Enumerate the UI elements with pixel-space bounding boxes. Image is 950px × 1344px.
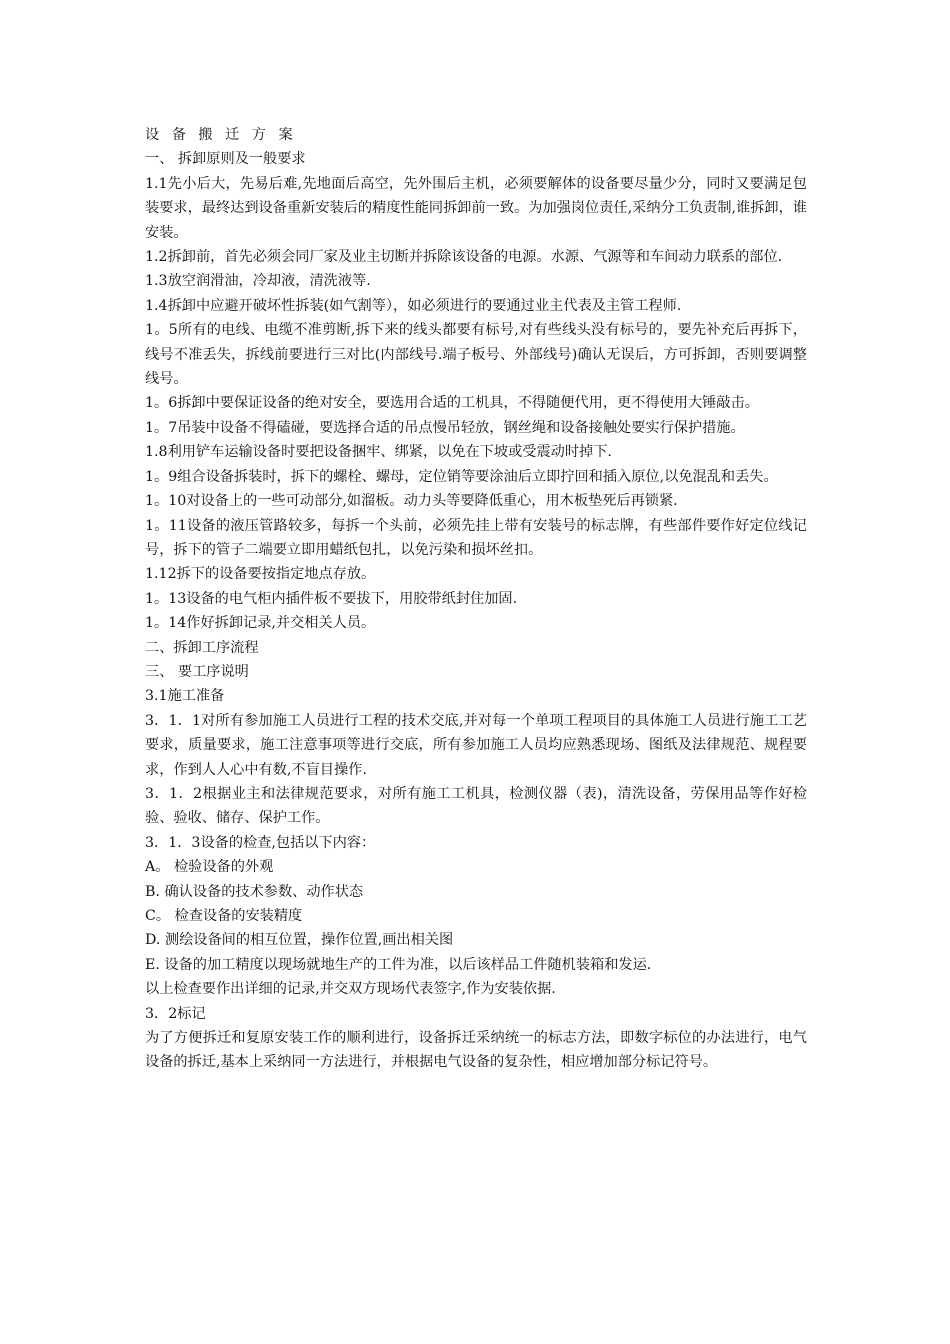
paragraph: 一、 拆卸原则及一般要求 [145, 151, 306, 168]
paragraph: 1.12拆下的设备要按指定地点存放。 [145, 566, 376, 583]
paragraph: 以上检查要作出详细的记录,并交双方现场代表签字,作为安装依据. [145, 981, 556, 998]
paragraph: A。 检验设备的外观 [145, 859, 274, 876]
paragraph: D. 测绘设备间的相互位置，操作位置,画出相关图 [145, 932, 454, 949]
paragraph: 1。6拆卸中要保证设备的绝对安全，要选用合适的工机具，不得随便代用，更不得使用大锤敲击。 [145, 395, 759, 412]
paragraph: 1.8利用铲车运输设备时要把设备捆牢、绑紧，以免在下坡或受震动时掉下. [145, 444, 612, 461]
paragraph: 1.3放空润滑油，冷却液，清洗液等. [145, 273, 371, 290]
paragraph: 1。9组合设备拆装时，拆下的螺栓、螺母，定位销等要涂油后立即拧回和插入原位,以免混乱和丢失。 [145, 468, 778, 485]
paragraph: 1.1先小后大，先易后难,先地面后高空，先外围后主机，必须要解体的设备要尽量少分，同时又要满足包装要求，最终达到设备重新安装后的精度性能同拆卸前一致。为加强岗位责任,采纳分工负责制,谁拆卸，谁安装。 [145, 175, 807, 241]
paragraph: 3．1．1对所有参加施工人员进行工程的技术交底,并对每一个单项工程项目的具体施工人员进行施工工艺要求，质量要求，施工注意事项等进行交底，所有参加施工人员均应熟悉现场、图纸及法律规范、规程要求，作到人人心中有数,不盲目操作. [145, 712, 807, 778]
document-title: 设 备 搬 迁 方 案 [145, 127, 297, 143]
paragraph: 二、拆卸工序流程 [145, 639, 259, 656]
paragraph: 为了方便拆迁和复原安装工作的顺利进行，设备拆迁采纳统一的标志方法，即数字标位的办法进行，电气设备的拆迁,基本上采纳同一方法进行，并根据电气设备的复杂性，相应增加部分标记符号。 [145, 1030, 807, 1071]
paragraph: 三、 要工序说明 [145, 663, 249, 680]
paragraph: 3．2标记 [145, 1005, 206, 1022]
paragraph: 1.4拆卸中应避开破坏性拆装(如气割等），如必须进行的要通过业主代表及主管工程师. [145, 297, 682, 314]
paragraph: B. 确认设备的技术参数、动作状态 [145, 883, 364, 900]
paragraph: 3.1施工准备 [145, 688, 225, 705]
paragraph: 1。10对设备上的一些可动部分,如溜板。动力头等要降低重心，用木板垫死后再锁紧. [145, 493, 678, 510]
document-page [145, 123, 807, 1075]
paragraph: 1。14作好拆卸记录,并交相关人员。 [145, 615, 376, 632]
paragraph: 1.2拆卸前，首先必须会同厂家及业主切断并拆除该设备的电源。水源、气源等和车间动力联系的部位. [145, 249, 783, 266]
paragraph: 3．1．2根据业主和法律规范要求，对所有施工工机具，检测仪器（表)，清洗设备，劳保用品等作好检验、验收、储存、保护工作。 [145, 785, 807, 827]
paragraph: 1。13设备的电气柜内插件板不要拔下，用胶带纸封住加固. [145, 590, 518, 607]
document-body [145, 147, 807, 1074]
paragraph: E. 设备的加工精度以现场就地生产的工件为准，以后该样品工件随机装箱和发运. [145, 956, 652, 973]
paragraph: 1。5所有的电线、电缆不准剪断,拆下来的线头都要有标号,对有些线头没有标号的，要先补充后再拆下，线号不准丢失，拆线前要进行三对比(内部线号.端子板号、外部线号)确认无误后，方可拆卸，否则要调整线号。 [145, 322, 807, 388]
paragraph: C。 检查设备的安装精度 [145, 908, 303, 924]
paragraph: 3．1．3设备的检查,包括以下内容： [145, 834, 376, 851]
paragraph: 1。7吊装中设备不得磕碰，要选择合适的吊点慢吊轻放，钢丝绳和设备接触处要实行保护措施。 [145, 419, 745, 436]
paragraph: 1。11设备的液压管路较多，每拆一个头前，必须先挂上带有安装号的标志牌，有些部件要作好定位线记号，拆下的管子二端要立即用蜡纸包扎，以免污染和损坏丝扣。 [145, 517, 807, 558]
